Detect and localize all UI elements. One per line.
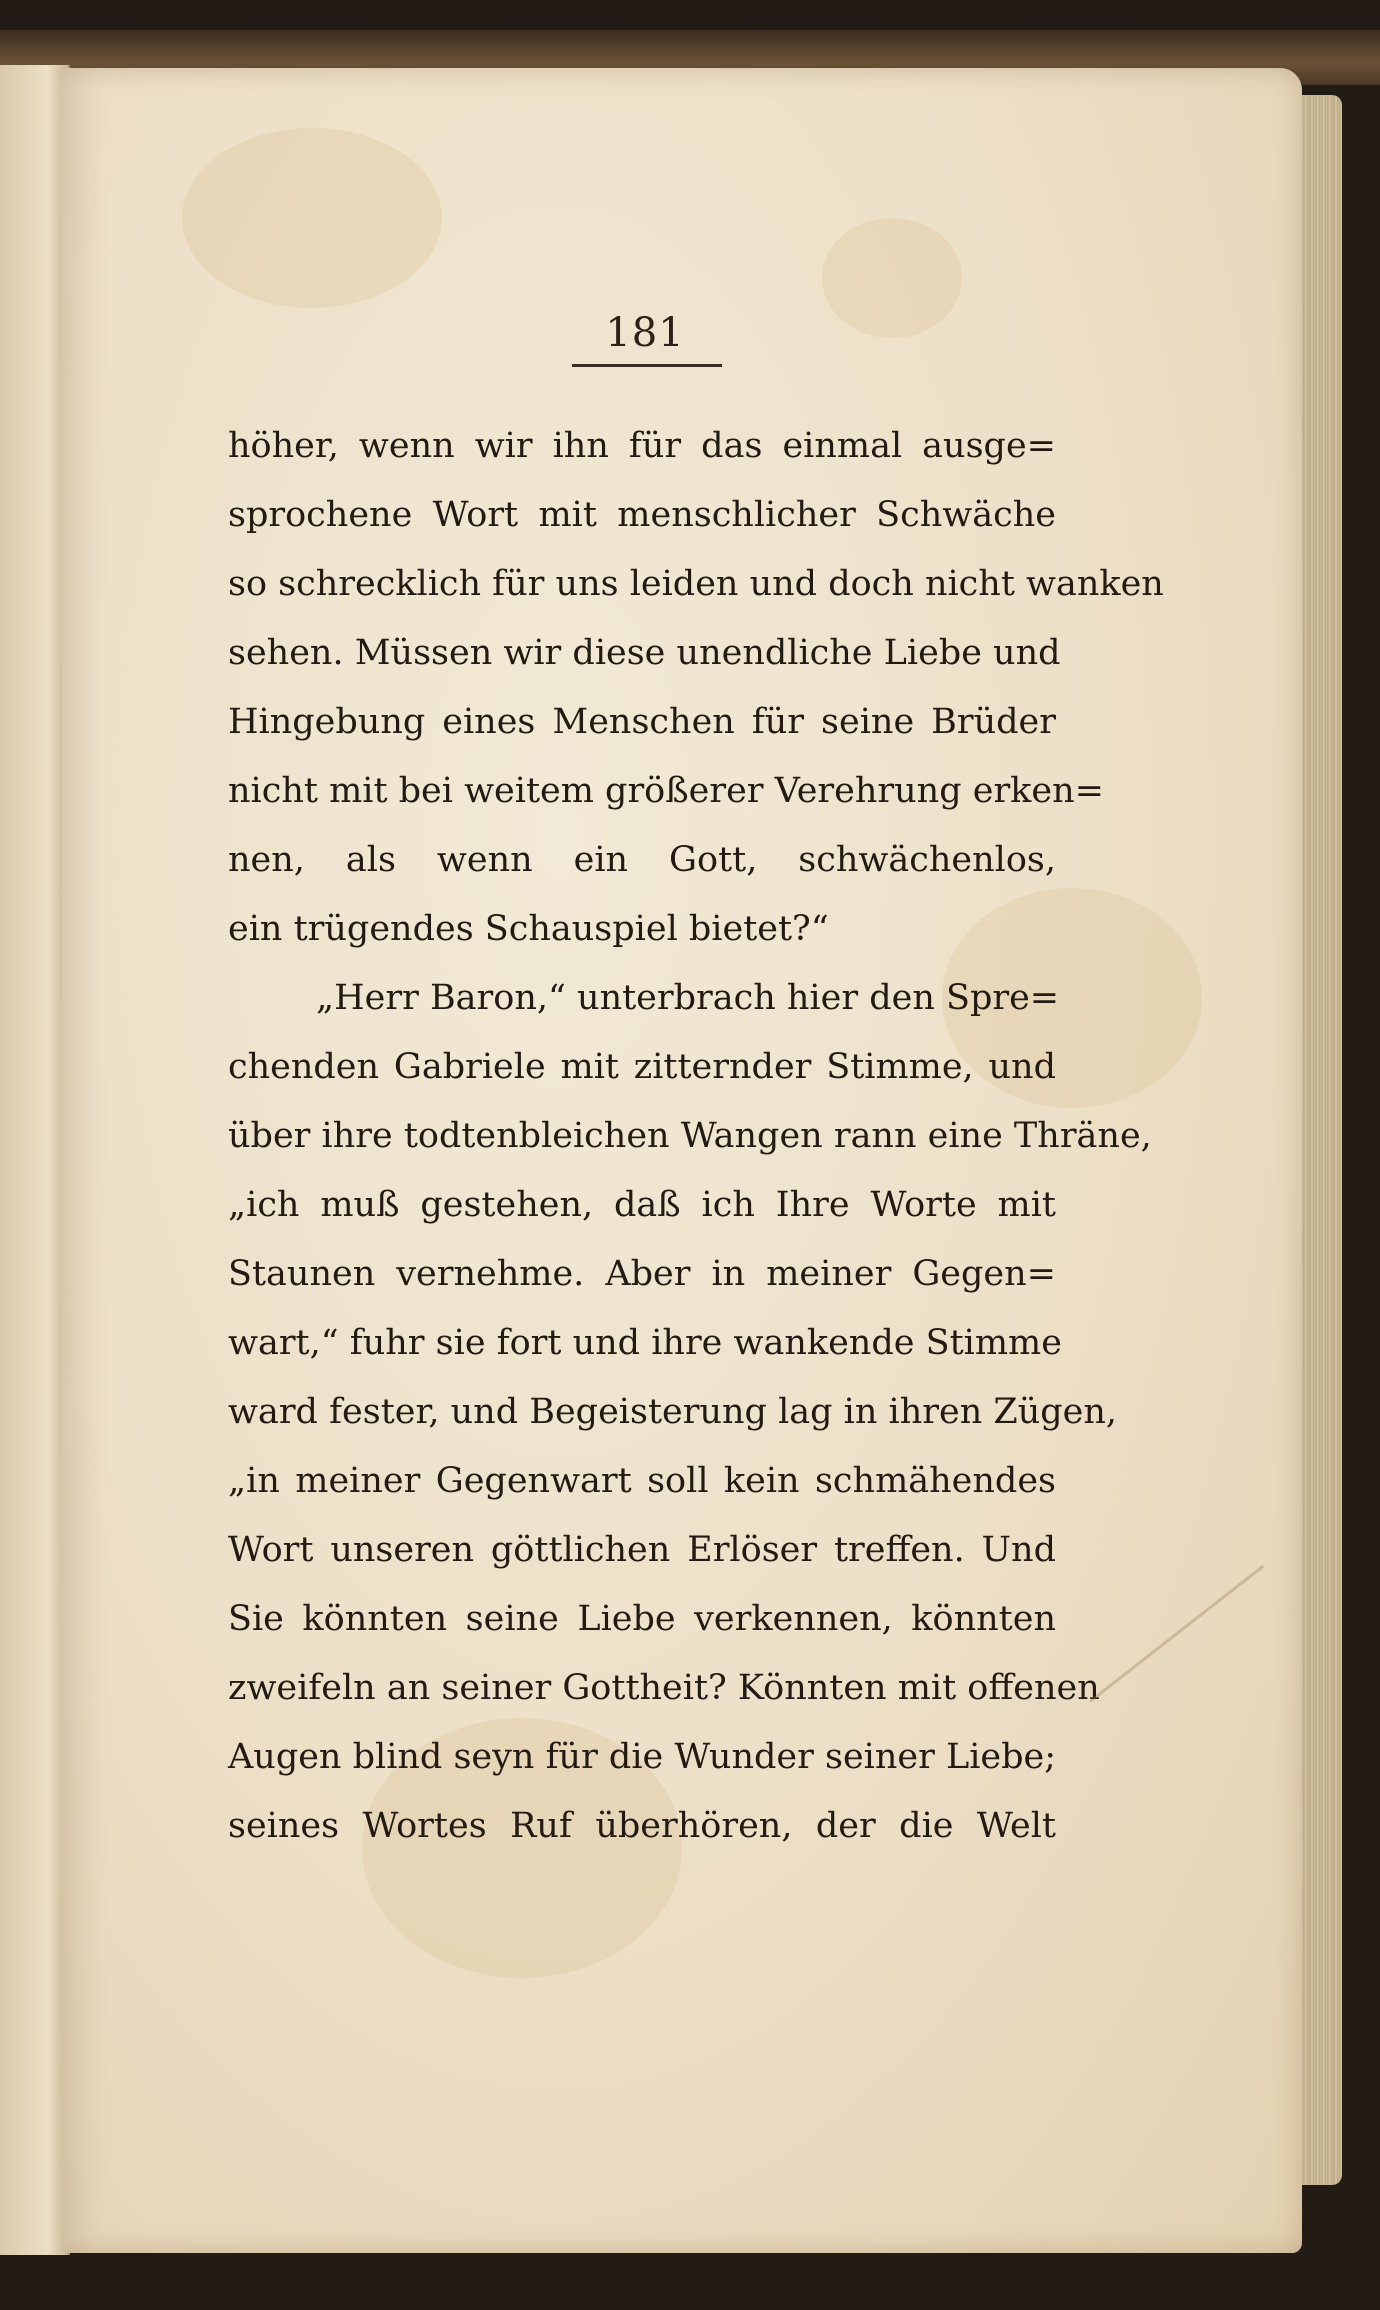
text-line: ward fester, und Begeisterung lag in ihren Zügen,: [228, 1392, 1118, 1432]
text-line: „Herr Baron,“ unterbrach hier den Spre=: [316, 978, 1060, 1018]
text-line: zweifeln an seiner Gottheit? Könnten mit offenen: [228, 1668, 1100, 1708]
text-line: „ich muß gestehen, daß ich Ihre Worte mit: [228, 1185, 1056, 1225]
text-line: wart,“ fuhr sie fort und ihre wankende Stimme: [228, 1323, 1062, 1363]
text-line: Wort unseren göttlichen Erlöser treffen. Und: [228, 1530, 1056, 1570]
text-line: höher, wenn wir ihn für das einmal ausge=: [228, 426, 1056, 466]
text-line: nicht mit bei weitem größerer Verehrung erken=: [228, 771, 1104, 811]
text-line: ein trügendes Schauspiel bietet?“: [228, 909, 829, 949]
paper-stain: [822, 218, 962, 338]
text-line: Hingebung eines Menschen für seine Brüder: [228, 702, 1056, 742]
text-line: über ihre todtenbleichen Wangen rann eine Thräne,: [228, 1116, 1152, 1156]
left-page-sliver: [0, 65, 70, 2255]
body-text: [228, 412, 1164, 1861]
text-line: Staunen vernehme. Aber in meiner Gegen=: [228, 1254, 1056, 1294]
text-line: seines Wortes Ruf überhören, der die Welt: [228, 1806, 1056, 1846]
paper-stain: [182, 128, 442, 308]
text-line: sehen. Müssen wir diese unendliche Liebe und: [228, 633, 1061, 673]
page-number-rule: [572, 364, 722, 367]
text-line: Sie könnten seine Liebe verkennen, könnten: [228, 1599, 1056, 1639]
text-line: nen, als wenn ein Gott, schwächenlos,: [228, 840, 1056, 880]
page-number: 181: [605, 310, 685, 356]
text-line: Augen blind seyn für die Wunder seiner Liebe;: [228, 1737, 1057, 1777]
text-line: so schrecklich für uns leiden und doch nicht wanken: [228, 564, 1164, 604]
text-line: chenden Gabriele mit zitternder Stimme, und: [228, 1047, 1056, 1087]
text-line: sprochene Wort mit menschlicher Schwäche: [228, 495, 1056, 535]
text-line: „in meiner Gegenwart soll kein schmähendes: [228, 1461, 1056, 1501]
